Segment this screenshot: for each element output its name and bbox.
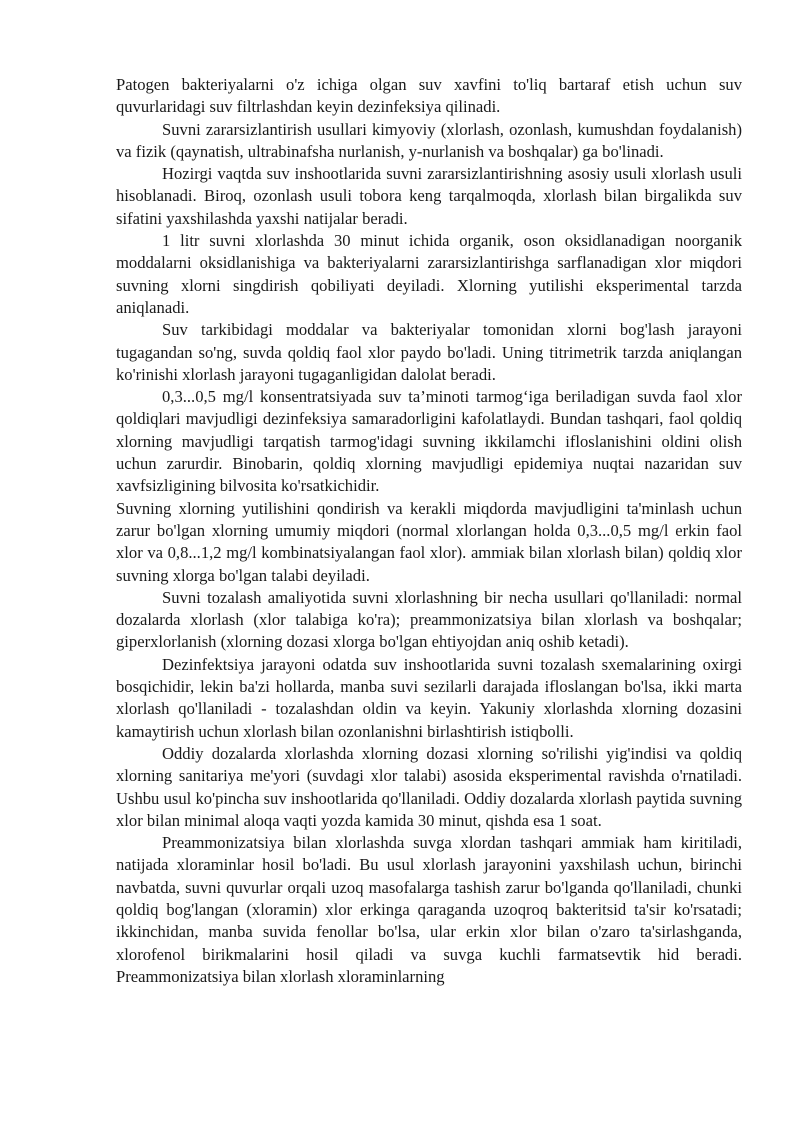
paragraph-10: Oddiy dozalarda xlorlashda xlorning dozasi xlorning so'rilishi yig'indisi va qoldiq xlorning sanitariya me'yori (suvdagi xlor talabi) asosida eksperimental ravishda o'rnatiladi. Ushbu usul ko'pincha suv inshootlarida qo'llaniladi. Oddiy dozalarda xlorlash paytida suvning xlor bilan minimal aloqa vaqti yozda kamida 30 minut, qishda esa 1 soat. [116,743,742,830]
paragraph-3: Hozirgi vaqtda suv inshootlarida suvni zararsizlantirishning asosiy usuli xlorlash usuli hisoblanadi. Biroq, ozonlash usuli tobora keng tarqalmoqda, xlorlash bilan birgalikda suv sifatini yaxshilashda yaxshi natijalar beradi. [116,164,742,228]
paragraph-8: Suvni tozalash amaliyotida suvni xlorlashning bir necha usullari qo'llaniladi: normal dozalarda xlorlash (xlor talabiga ko'ra); preammonizatsiya bilan xlorlash va boshqalar; giperxlorlanish (xlorning dozasi xlorga bo'lgan ehtiyojdan aniq oshib ketadi). [116,587,742,652]
paragraph-11: Preammonizatsiya bilan xlorlashda suvga xlordan tashqari ammiak ham kiritiladi, natijada xloraminlar hosil bo'ladi. Bu usul xlorlash jarayonini yaxshilash uchun, birinchi navbatda, suvni quvurlar orqali uzoq masofalarga tashish zarur bo'lganda qo'llaniladi, chunki qoldiq bog'langan (xloramin) xlor erkinga qaraganda uzoqroq bakteritsid ta'sir ko'rsatadi; ikkinchidan, manba suvida fenollar bo'lsa, ular erkin xlor bilan o'zaro ta'sirlashganda, xlorofenol birikmalarini hosil qiladi va suvga kuchli farmatsevtik hid beradi. Preammonizatsiya bilan xlorlash xloraminlarning [116,833,742,986]
paragraph-4: 1 litr suvni xlorlashda 30 minut ichida organik, oson oksidlanadigan noorganik moddalarni oksidlanishiga va bakteriyalarni zararsizlantirishga sarflanadigan xlor miqdori suvning xlorni singdirish qobiliyati deyiladi. Xlorning yutilishi eksperimental tarzda aniqlanadi. [116,231,742,317]
paragraph-6: 0,3...0,5 mg/l konsentratsiyada suv ta’minoti tarmog‘iga beriladigan suvda faol xlor qoldiqlari mavjudligi dezinfeksiya samaradorligini kafolatlaydi. Bundan tashqari, faol qoldiq xlorning mavjudligi tarqatish tarmog'idagi suvning ikkilamchi ifloslanishini oldini olish uchun zarurdir. Binobarin, qoldiq xlorning mavjudligi epidemiya nuqtai nazaridan suv xavfsizligining bilvosita ko'rsatkichidir. [116,387,742,496]
paragraph-5: Suv tarkibidagi moddalar va bakteriyalar tomonidan xlorni bog'lash jarayoni tugagandan so'ng, suvda qoldiq faol xlor paydo bo'ladi. Uning titrimetrik tarzda aniqlangan ko'rinishi xlorlash jarayoni tugaganligidan dalolat beradi. [116,320,742,384]
paragraph-2: Suvni zararsizlantirish usullari kimyoviy (xlorlash, ozonlash, kumushdan foydalanish) va fizik (qaynatish, ultrabinafsha nurlanish, y-nurlanish va boshqalar) ga bo'linadi. [116,119,742,161]
paragraph-9: Dezinfektsiya jarayoni odatda suv inshootlarida suvni tozalash sxemalarining oxirgi bosqichidir, lekin ba'zi hollarda, manba suvi sezilarli darajada ifloslangan bo'lsa, ikki marta xlorlash qo'llaniladi - tozalashdan oldin va keyin. Yakuniy xlorlashda xlorning dozasini kamaytirish uchun xlorlash bilan ozonlanishni birlashtirish istiqbolli. [116,654,742,741]
paragraph-7: Suvning xlorning yutilishini qondirish va kerakli miqdorda mavjudligini ta'minlash uchun zarur bo'lgan xlorning umumiy miqdori (normal xlorlangan holda 0,3...0,5 mg/l erkin faol xlor va 0,8...1,2 mg/l kombinatsiyalangan faol xlor). ammiak bilan xlorlash bilan) qoldiq xlor suvning xlorga bo'lgan talabi deyiladi. [116,498,742,585]
document-page [116,74,742,988]
paragraph-1: Patogen bakteriyalarni o'z ichiga olgan suv xavfini to'liq bartaraf etish uchun suv quvurlaridagi suv filtrlashdan keyin dezinfeksiya qilinadi. [116,75,742,117]
